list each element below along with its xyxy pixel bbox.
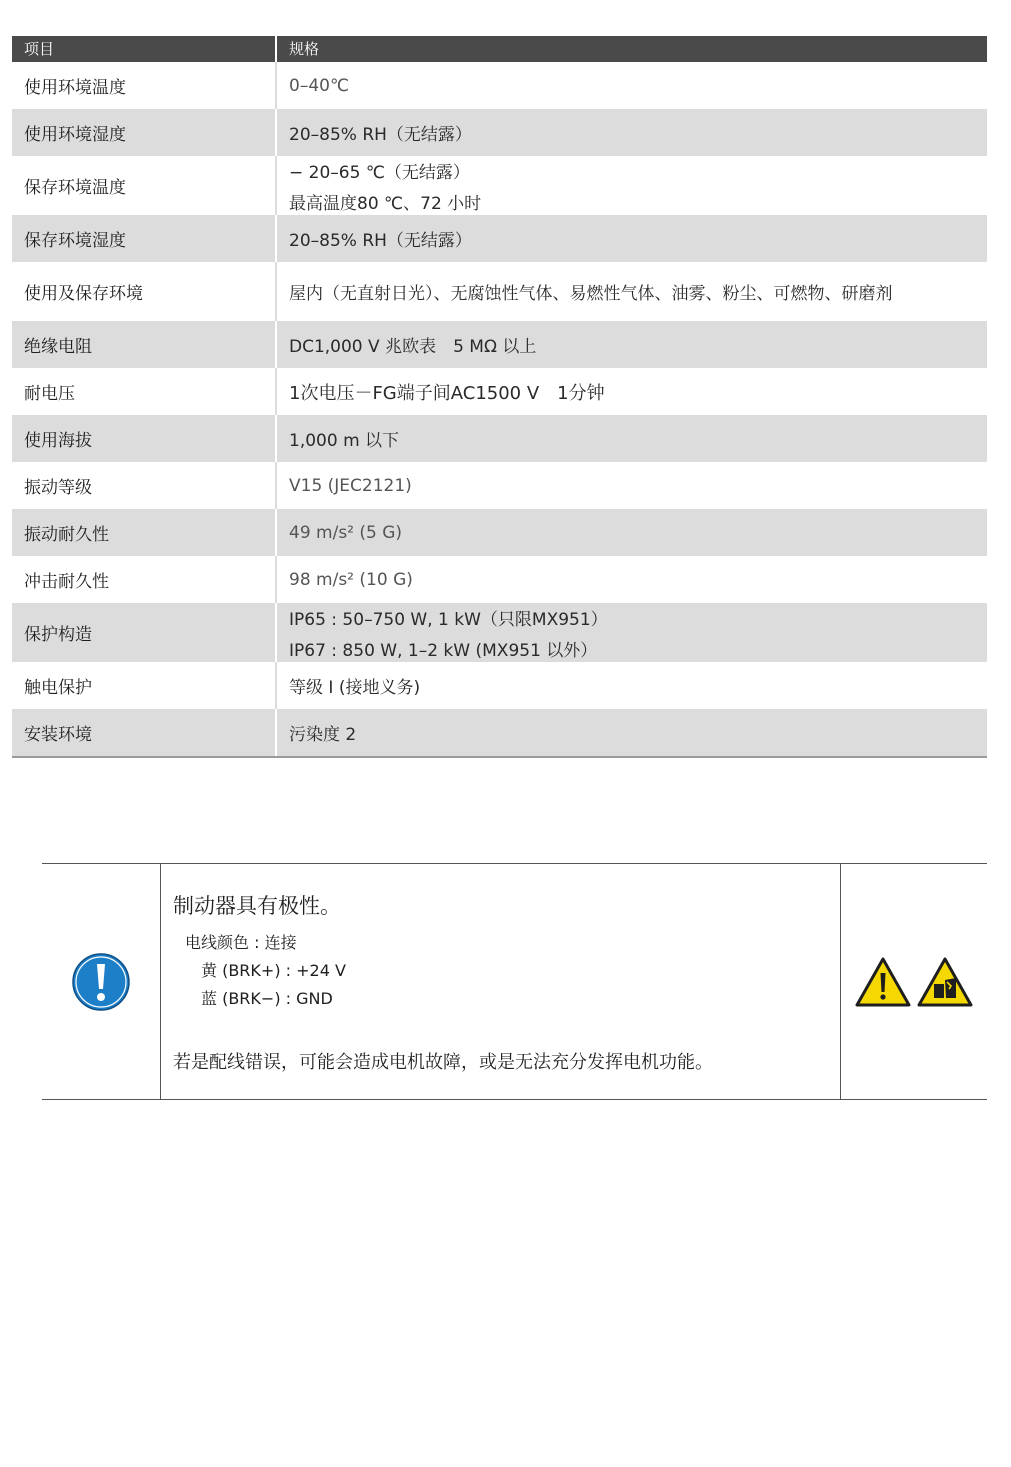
- row-label: 使用海拔: [12, 415, 277, 462]
- row-value: 98 m/s² (10 G): [289, 569, 413, 590]
- row-value: IP65 : 50–750 W, 1 kW（只限MX951）: [289, 609, 608, 630]
- row-value: 49 m/s² (5 G): [289, 522, 403, 543]
- table-row: [12, 262, 987, 321]
- notice-wire-header: 电线颜色 : 连接: [185, 933, 297, 952]
- table-row: [12, 603, 987, 662]
- table-row: [12, 109, 987, 156]
- row-label: 保护构造: [12, 603, 277, 662]
- row-label: 触电保护: [12, 662, 277, 709]
- table-row: [12, 509, 987, 556]
- table-row: [12, 368, 987, 415]
- row-label: 保存环境湿度: [12, 215, 277, 262]
- table-row: [12, 62, 987, 109]
- crush-hazard-icon: [916, 956, 974, 1008]
- notice-body: [161, 864, 841, 1099]
- general-warning-icon: [854, 956, 912, 1008]
- notice-wire-blue: 蓝 (BRK−) : GND: [201, 989, 333, 1008]
- row-value: 20–85% RH（无结露）: [289, 125, 472, 145]
- row-label: 保存环境温度: [12, 156, 277, 215]
- table-row: [12, 709, 987, 756]
- row-label: 安装环境: [12, 709, 277, 756]
- notice-icon-cell: [42, 864, 161, 1099]
- row-value: DC1,000 V 兆欧表 5 MΩ 以上: [289, 337, 537, 357]
- notice-box: [42, 863, 987, 1100]
- header-spec: 规格: [289, 40, 320, 58]
- row-label: 冲击耐久性: [12, 556, 277, 603]
- row-value-line2: IP67 : 850 W, 1–2 kW (MX951 以外）: [289, 640, 598, 661]
- row-value: 1次电压－FG端子间AC1500 V 1分钟: [289, 382, 605, 404]
- row-value: 0–40℃: [289, 75, 350, 96]
- row-value: 等级 I (接地义务): [289, 678, 421, 698]
- table-row: [12, 156, 987, 215]
- row-value-line2: 最高温度80 ℃、72 小时: [289, 193, 482, 214]
- notice-title: 制动器具有极性。: [173, 894, 341, 918]
- row-label: 振动等级: [12, 462, 277, 509]
- row-value: 1,000 m 以下: [289, 431, 400, 451]
- row-value: 20–85% RH（无结露）: [289, 231, 472, 251]
- exclamation-icon: [71, 952, 131, 1012]
- header-item: 项目: [12, 36, 277, 62]
- notice-wire-yellow: 黄 (BRK+) : +24 V: [201, 961, 346, 980]
- table-row: [12, 556, 987, 603]
- row-label: 绝缘电阻: [12, 321, 277, 368]
- row-label: 振动耐久性: [12, 509, 277, 556]
- table-header: [12, 36, 987, 62]
- spec-table: [12, 36, 987, 758]
- notice-warning-cell: [841, 864, 987, 1099]
- row-label: 使用环境湿度: [12, 109, 277, 156]
- row-value: 污染度 2: [289, 725, 357, 745]
- row-label: 耐电压: [12, 368, 277, 415]
- row-label: 使用环境温度: [12, 62, 277, 109]
- notice-footer: 若是配线错误，可能会造成电机故障，或是无法充分发挥电机功能。: [173, 1052, 713, 1073]
- table-row: [12, 321, 987, 368]
- table-row: [12, 415, 987, 462]
- row-value: V15 (JEC2121): [289, 475, 412, 496]
- table-row: [12, 662, 987, 709]
- table-row: [12, 215, 987, 262]
- table-row: [12, 462, 987, 509]
- row-value: 屋内（无直射日光）、无腐蚀性气体、易燃性气体、油雾、粉尘、可燃物、研磨剂: [289, 284, 893, 304]
- row-label: 使用及保存环境: [12, 262, 277, 321]
- row-value: − 20–65 ℃（无结露）: [289, 162, 470, 183]
